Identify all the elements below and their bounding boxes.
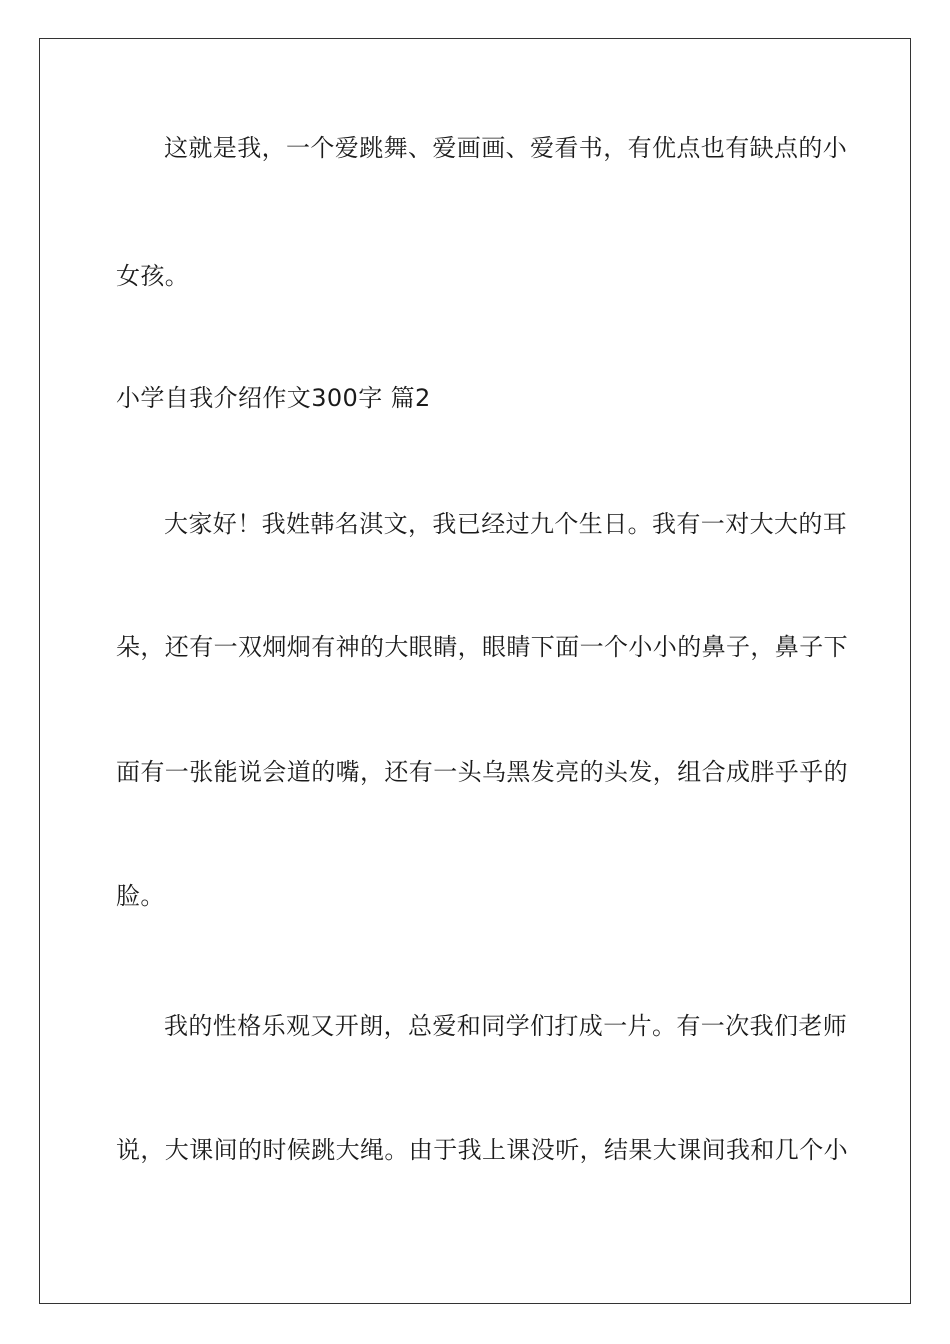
paragraph-1-line-2: 女孩。 [116,262,190,290]
paragraph-2-line-1: 大家好！我姓韩名淇文，我已经过九个生日。我有一对大大的耳 [164,510,848,538]
paragraph-3-line-1: 我的性格乐观又开朗，总爱和同学们打成一片。有一次我们老师 [164,1012,848,1040]
section-heading: 小学自我介绍作文300字 篇2 [116,384,431,412]
paragraph-1-line-1: 这就是我，一个爱跳舞、爱画画、爱看书，有优点也有缺点的小 [164,134,848,162]
paragraph-3-line-2: 说，大课间的时候跳大绳。由于我上课没听，结果大课间我和几个小 [116,1136,848,1164]
paragraph-2-line-4: 脸。 [116,882,165,910]
paragraph-2-line-3: 面有一张能说会道的嘴，还有一头乌黑发亮的头发，组合成胖乎乎的 [116,758,848,786]
page-border [39,38,911,1304]
paragraph-2-line-2: 朵，还有一双炯炯有神的大眼睛，眼睛下面一个小小的鼻子，鼻子下 [116,633,848,661]
